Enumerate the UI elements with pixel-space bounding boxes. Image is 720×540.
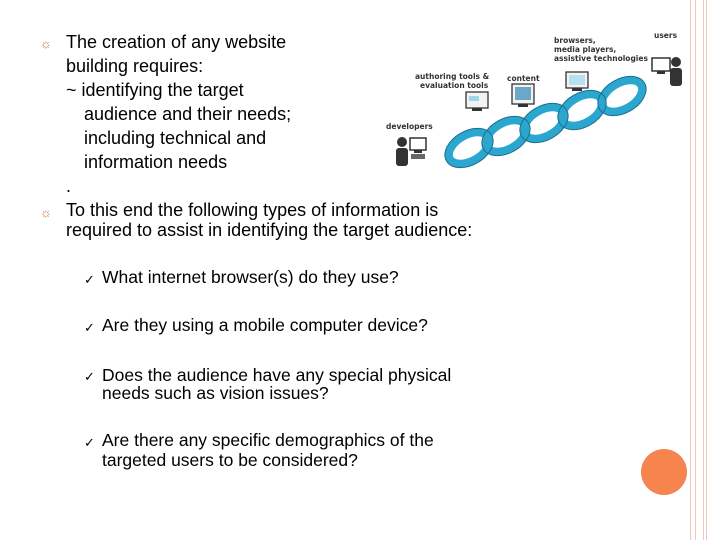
- label-content: content: [507, 74, 540, 83]
- check-icon: ✓: [84, 320, 95, 335]
- web-accessibility-chain-figure: [384, 30, 684, 180]
- decorative-rule: [703, 0, 704, 540]
- bullet-1-line-2: building requires:: [66, 56, 204, 76]
- label-browsers-3: assistive technologies: [554, 54, 648, 63]
- bullet-1-line-1: The creation of any website: [66, 32, 287, 52]
- check-icon: ✓: [84, 435, 95, 450]
- bullet-1-line-4: audience and their needs;: [84, 104, 292, 124]
- browsers-computer-icon: [566, 72, 588, 91]
- user-person-icon: [652, 57, 682, 86]
- check-item-3-line-1: Does the audience have any special physical: [102, 365, 452, 385]
- check-item-3-line-2: needs such as vision issues?: [102, 383, 329, 403]
- check-item-2: Are they using a mobile computer device?: [102, 315, 428, 335]
- decorative-rule: [695, 0, 696, 540]
- label-authoring-1: authoring tools &: [415, 72, 490, 81]
- authoring-tools-computer-icon: [466, 92, 488, 111]
- bullet-1-line-3: ~ identifying the target: [66, 80, 244, 100]
- bullet-2-line-2: required to assist in identifying the target audience:: [66, 220, 473, 240]
- decorative-rule: [706, 0, 707, 540]
- label-developers: developers: [386, 122, 433, 131]
- sun-bullet-icon: ☼: [40, 36, 52, 51]
- check-item-4-line-2: targeted users to be considered?: [102, 450, 358, 470]
- check-icon: ✓: [84, 272, 95, 287]
- label-browsers-1: browsers,: [554, 36, 596, 45]
- bullet-1-line-7: .: [66, 176, 72, 196]
- bullet-1-line-6: information needs: [84, 152, 228, 172]
- label-authoring-2: evaluation tools: [420, 81, 489, 90]
- decorative-rule: [690, 0, 691, 540]
- decorative-circle: [641, 449, 687, 495]
- developer-person-icon: [396, 137, 426, 166]
- bullet-2-line-1: To this end the following types of information is: [66, 200, 439, 220]
- check-item-4-line-1: Are there any specific demographics of the: [102, 430, 434, 450]
- check-icon: ✓: [84, 369, 95, 384]
- check-item-1: What internet browser(s) do they use?: [102, 267, 399, 287]
- content-computer-icon: [512, 84, 534, 107]
- label-browsers-2: media players,: [554, 45, 617, 54]
- label-users: users: [654, 31, 678, 40]
- sun-bullet-icon: ☼: [40, 205, 52, 220]
- bullet-1-line-5: including technical and: [84, 128, 267, 148]
